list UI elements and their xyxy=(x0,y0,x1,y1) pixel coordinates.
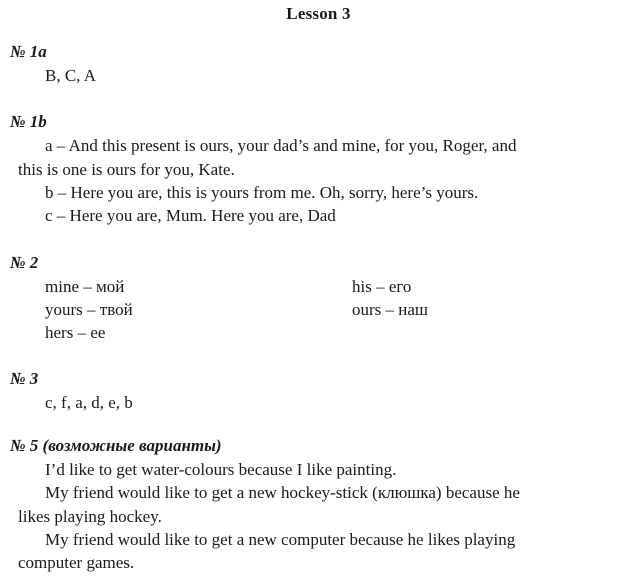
exercise-2-right-item: ours – наш xyxy=(352,300,429,319)
page-title: Lesson 3 xyxy=(286,4,351,23)
exercise-5-line: My friend would like to get a new computer because he likes playing xyxy=(45,530,516,549)
exercise-1b-heading: № 1b xyxy=(10,112,47,131)
exercise-5-line: My friend would like to get a new hockey-stick (клюшка) because he xyxy=(45,483,520,502)
exercise-2-left-item: mine – мой xyxy=(45,277,125,296)
exercise-5-line: computer games. xyxy=(18,553,135,572)
exercise-5-line: likes playing hockey. xyxy=(18,507,162,526)
exercise-1b-line-a-cont: this is one is ours for you, Kate. xyxy=(18,160,235,179)
exercise-1b-line-b: b – Here you are, this is yours from me. Oh, sorry, here’s yours. xyxy=(45,183,479,202)
exercise-1a-answer: B, C, A xyxy=(45,66,97,85)
exercise-2-left-item: yours – твой xyxy=(45,300,133,319)
exercise-5-line: I’d like to get water-colours because I like painting. xyxy=(45,460,397,479)
exercise-3-answer: c, f, a, d, e, b xyxy=(45,393,133,412)
exercise-2-heading: № 2 xyxy=(10,253,39,272)
exercise-2-left-item: hers – ее xyxy=(45,323,106,342)
exercise-3-heading: № 3 xyxy=(10,369,39,388)
exercise-2-right-item: his – его xyxy=(352,277,412,296)
exercise-5-heading: № 5 (возможные варианты) xyxy=(10,436,222,455)
exercise-1a-heading: № 1a xyxy=(10,42,47,61)
exercise-1b-line-a: a – And this present is ours, your dad’s and mine, for you, Roger, and xyxy=(45,136,517,155)
exercise-1b-line-c: c – Here you are, Mum. Here you are, Dad xyxy=(45,206,336,225)
